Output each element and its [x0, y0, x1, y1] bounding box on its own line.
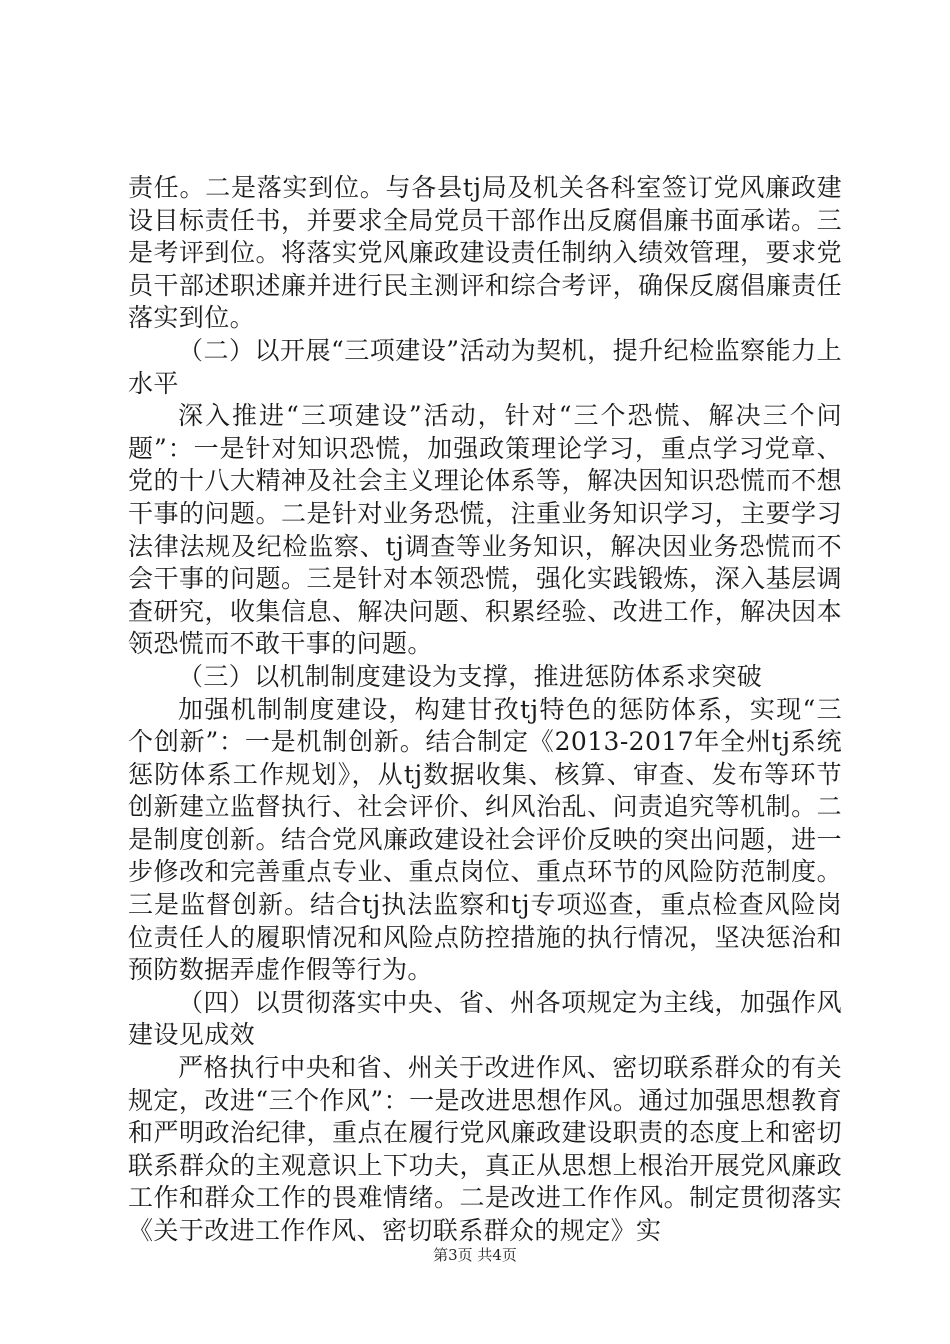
paragraph-3: 加强机制制度建设，构建甘孜tj特色的惩防体系，实现“三个创新”：一是机制创新。结合制定《2013-2017年全州tj系统惩防体系工作规划》，从tj数据收集、核算、审查、发布等环节创新建立监督执行、社会评价、纠风治乱、问责追究等机制。二是制度创新。结合党风廉政建设社会评价反映的突出问题，进一步修改和完善重点专业、重点岗位、重点环节的风险防范制度。三是监督创新。结合tj执法监察和tj专项巡查，重点检查风险岗位责任人的履职情况和风险点防控措施的执行情况，坚决惩治和预防数据弄虚作假等行为。: [128, 694, 842, 985]
page-footer: 第3页 共4页: [433, 1246, 517, 1264]
document-body: [128, 172, 842, 1248]
paragraph-1: 责任。二是落实到位。与各县tj局及机关各科室签订党风廉政建设目标责任书，并要求全局党员干部作出反腐倡廉书面承诺。三是考评到位。将落实党风廉政建设责任制纳入绩效管理，要求党员干部述职述廉并进行民主测评和综合考评，确保反腐倡廉责任落实到位。: [128, 173, 842, 333]
section-heading-3: （三）以机制制度建设为支撑，推进惩防体系求突破: [178, 661, 763, 691]
paragraph-4: 严格执行中央和省、州关于改进作风、密切联系群众的有关规定，改进“三个作风”：一是改进思想作风。通过加强思想教育和严明政治纪律，重点在履行党风廉政建设职责的态度上和密切联系群众的主观意识上下功夫，真正从思想上根治开展党风廉政工作和群众工作的畏难情绪。二是改进工作作风。制定贯彻落实《关于改进工作作风、密切联系群众的规定》实: [128, 1053, 842, 1245]
section-heading-2: （二）以开展“三项建设”活动为契机，提升纪检监察能力上水平: [128, 335, 842, 398]
section-heading-4: （四）以贯彻落实中央、省、州各项规定为主线，加强作风建设见成效: [128, 987, 842, 1050]
paragraph-2: 深入推进“三项建设”活动，针对“三个恐慌、解决三个问题”：一是针对知识恐慌，加强政策理论学习，重点学习党章、党的十八大精神及社会主义理论体系等，解决因知识恐慌而不想干事的问题。二是针对业务恐慌，注重业务知识学习，主要学习法律法规及纪检监察、tj调查等业务知识，解决因业务恐慌而不会干事的问题。三是针对本领恐慌，强化实践锻炼，深入基层调查研究，收集信息、解决问题、积累经验、改进工作，解决因本领恐慌而不敢干事的问题。: [128, 401, 842, 659]
